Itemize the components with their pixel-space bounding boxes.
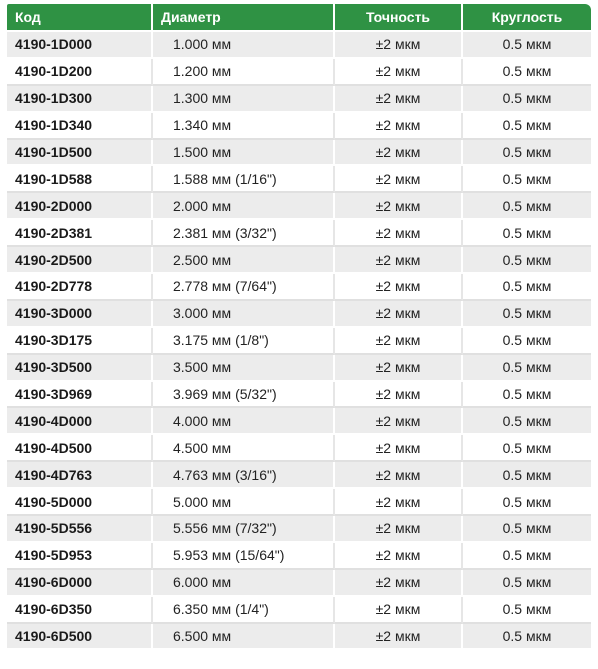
table-row (7, 408, 591, 435)
cell-accuracy: ±2 мкм (335, 220, 463, 247)
cell-accuracy: ±2 мкм (335, 59, 463, 86)
cell-diameter: 5.556 мм (7/32") (153, 516, 335, 543)
cell-code: 4190-2D778 (7, 274, 153, 301)
cell-code: 4190-6D350 (7, 597, 153, 624)
cell-accuracy: ±2 мкм (335, 301, 463, 328)
cell-code: 4190-4D500 (7, 435, 153, 462)
cell-roundness: 0.5 мкм (463, 328, 591, 355)
cell-roundness: 0.5 мкм (463, 462, 591, 489)
cell-accuracy: ±2 мкм (335, 516, 463, 543)
cell-diameter: 6.000 мм (153, 570, 335, 597)
table-row (7, 86, 591, 113)
cell-diameter: 6.350 мм (1/4") (153, 597, 335, 624)
cell-accuracy: ±2 мкм (335, 32, 463, 59)
column-header-accuracy: Точность (335, 4, 463, 32)
cell-accuracy: ±2 мкм (335, 570, 463, 597)
cell-code: 4190-1D340 (7, 113, 153, 140)
cell-roundness: 0.5 мкм (463, 140, 591, 167)
cell-code: 4190-6D500 (7, 624, 153, 651)
table-row (7, 435, 591, 462)
cell-roundness: 0.5 мкм (463, 597, 591, 624)
cell-roundness: 0.5 мкм (463, 193, 591, 220)
cell-diameter: 4.000 мм (153, 408, 335, 435)
table-row (7, 328, 591, 355)
cell-accuracy: ±2 мкм (335, 86, 463, 113)
cell-code: 4190-4D763 (7, 462, 153, 489)
cell-roundness: 0.5 мкм (463, 624, 591, 651)
column-header-roundness: Круглость (463, 4, 591, 32)
cell-accuracy: ±2 мкм (335, 355, 463, 382)
cell-diameter: 2.000 мм (153, 193, 335, 220)
table-row (7, 489, 591, 516)
cell-roundness: 0.5 мкм (463, 408, 591, 435)
cell-diameter: 1.000 мм (153, 32, 335, 59)
cell-code: 4190-6D000 (7, 570, 153, 597)
cell-diameter: 4.763 мм (3/16") (153, 462, 335, 489)
cell-diameter: 5.000 мм (153, 489, 335, 516)
cell-accuracy: ±2 мкм (335, 140, 463, 167)
table-row (7, 382, 591, 409)
cell-accuracy: ±2 мкм (335, 624, 463, 651)
cell-accuracy: ±2 мкм (335, 462, 463, 489)
cell-code: 4190-4D000 (7, 408, 153, 435)
table-row (7, 462, 591, 489)
table-row (7, 516, 591, 543)
cell-roundness: 0.5 мкм (463, 516, 591, 543)
table-row (7, 597, 591, 624)
cell-diameter: 6.500 мм (153, 624, 335, 651)
cell-accuracy: ±2 мкм (335, 274, 463, 301)
cell-accuracy: ±2 мкм (335, 489, 463, 516)
cell-code: 4190-1D000 (7, 32, 153, 59)
table-row (7, 220, 591, 247)
spec-table (7, 4, 591, 650)
cell-roundness: 0.5 мкм (463, 382, 591, 409)
cell-code: 4190-1D500 (7, 140, 153, 167)
cell-accuracy: ±2 мкм (335, 597, 463, 624)
cell-roundness: 0.5 мкм (463, 59, 591, 86)
cell-roundness: 0.5 мкм (463, 435, 591, 462)
cell-diameter: 1.200 мм (153, 59, 335, 86)
cell-diameter: 1.300 мм (153, 86, 335, 113)
cell-roundness: 0.5 мкм (463, 113, 591, 140)
cell-diameter: 2.500 мм (153, 247, 335, 274)
cell-accuracy: ±2 мкм (335, 328, 463, 355)
cell-code: 4190-2D000 (7, 193, 153, 220)
cell-accuracy: ±2 мкм (335, 113, 463, 140)
cell-roundness: 0.5 мкм (463, 220, 591, 247)
cell-code: 4190-1D200 (7, 59, 153, 86)
cell-code: 4190-5D000 (7, 489, 153, 516)
cell-diameter: 1.340 мм (153, 113, 335, 140)
cell-accuracy: ±2 мкм (335, 193, 463, 220)
cell-accuracy: ±2 мкм (335, 435, 463, 462)
table-row (7, 247, 591, 274)
cell-diameter: 4.500 мм (153, 435, 335, 462)
cell-accuracy: ±2 мкм (335, 382, 463, 409)
cell-diameter: 1.500 мм (153, 140, 335, 167)
cell-roundness: 0.5 мкм (463, 32, 591, 59)
cell-code: 4190-2D500 (7, 247, 153, 274)
cell-accuracy: ±2 мкм (335, 408, 463, 435)
table-header-row (7, 4, 591, 32)
cell-roundness: 0.5 мкм (463, 247, 591, 274)
table-body (7, 32, 591, 650)
cell-roundness: 0.5 мкм (463, 166, 591, 193)
cell-roundness: 0.5 мкм (463, 543, 591, 570)
cell-code: 4190-1D300 (7, 86, 153, 113)
cell-roundness: 0.5 мкм (463, 355, 591, 382)
cell-code: 4190-5D556 (7, 516, 153, 543)
cell-code: 4190-3D000 (7, 301, 153, 328)
table-row (7, 274, 591, 301)
table-row (7, 355, 591, 382)
cell-accuracy: ±2 мкм (335, 247, 463, 274)
cell-code: 4190-3D500 (7, 355, 153, 382)
cell-code: 4190-3D969 (7, 382, 153, 409)
cell-diameter: 3.175 мм (1/8") (153, 328, 335, 355)
column-header-code: Код (7, 4, 153, 32)
cell-code: 4190-2D381 (7, 220, 153, 247)
table-row (7, 193, 591, 220)
cell-code: 4190-1D588 (7, 166, 153, 193)
table-row (7, 140, 591, 167)
cell-roundness: 0.5 мкм (463, 570, 591, 597)
table-row (7, 32, 591, 59)
cell-roundness: 0.5 мкм (463, 301, 591, 328)
table-row (7, 543, 591, 570)
cell-diameter: 2.778 мм (7/64") (153, 274, 335, 301)
cell-diameter: 2.381 мм (3/32") (153, 220, 335, 247)
table-row (7, 301, 591, 328)
cell-roundness: 0.5 мкм (463, 274, 591, 301)
cell-accuracy: ±2 мкм (335, 166, 463, 193)
cell-code: 4190-5D953 (7, 543, 153, 570)
table-row (7, 570, 591, 597)
column-header-diameter: Диаметр (153, 4, 335, 32)
table-row (7, 624, 591, 651)
cell-roundness: 0.5 мкм (463, 489, 591, 516)
table-row (7, 59, 591, 86)
cell-code: 4190-3D175 (7, 328, 153, 355)
cell-diameter: 3.000 мм (153, 301, 335, 328)
cell-accuracy: ±2 мкм (335, 543, 463, 570)
cell-diameter: 5.953 мм (15/64") (153, 543, 335, 570)
table-row (7, 166, 591, 193)
cell-diameter: 1.588 мм (1/16") (153, 166, 335, 193)
cell-roundness: 0.5 мкм (463, 86, 591, 113)
cell-diameter: 3.969 мм (5/32") (153, 382, 335, 409)
table-row (7, 113, 591, 140)
cell-diameter: 3.500 мм (153, 355, 335, 382)
